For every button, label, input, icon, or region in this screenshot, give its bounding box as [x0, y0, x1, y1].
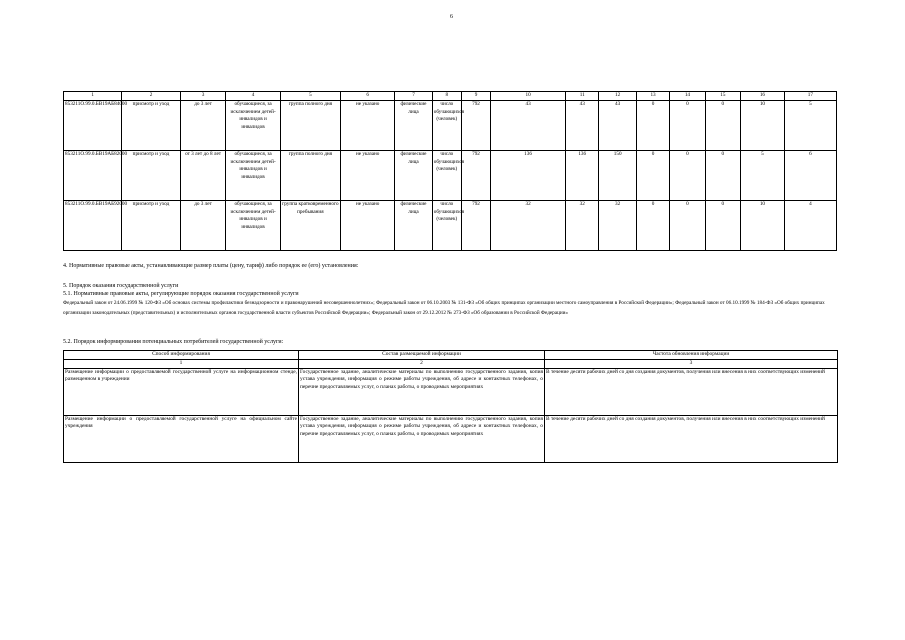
cell: присмотр и уход: [122, 100, 180, 150]
col-header: 5: [280, 92, 340, 101]
table-row: [64, 415, 838, 462]
cell: 6: [784, 150, 836, 200]
cell: 10: [741, 200, 785, 250]
col-header: 3: [180, 92, 226, 101]
cell: обучающиеся, за исключением детей-инвалидов и инвалидов: [226, 100, 280, 150]
cell: 792: [461, 100, 490, 150]
col-header: 17: [784, 92, 836, 101]
cell: 150: [599, 150, 637, 200]
col-header: 16: [741, 92, 785, 101]
cell-content: Государственное задание, аналитические материалы по выполнению государственного задания, копия устава учреждения, информация о режиме работы учреждения, об адресе и контактных телефонах, о перечне предоставляемых услуг, о планах работы, о проводимых мероприятиях: [299, 415, 545, 462]
section-4-heading: 4. Нормативные правовые акты, устанавливающие размер платы (цену, тариф) либо порядок ее (его) установления:: [63, 263, 359, 269]
cell-registry-code: 853211О.99.0.БВ19АБ84000: [64, 100, 122, 150]
col-header: Состав размещаемой информации: [299, 351, 545, 360]
col-header: 13: [636, 92, 669, 101]
cell: 43: [491, 100, 566, 150]
col-header: 9: [461, 92, 490, 101]
cell-frequency: В течение десяти рабочих дней со дня создания документов, получения или внесения в них соответствующих изменений: [545, 368, 838, 415]
cell: 0: [705, 200, 740, 250]
col-header: 10: [491, 92, 566, 101]
cell: не указано: [341, 100, 395, 150]
cell: 0: [670, 150, 705, 200]
cell-registry-code: 853211О.99.0.БВ19АБ92000: [64, 200, 122, 250]
cell: 0: [705, 100, 740, 150]
cell: группа полного дня: [280, 100, 340, 150]
cell: число обучающихся (человек): [432, 150, 461, 200]
cell: присмотр и уход: [122, 200, 180, 250]
cell: до 3 лет: [180, 100, 226, 150]
cell: 10: [741, 100, 785, 150]
cell: 43: [599, 100, 637, 150]
cell: 136: [491, 150, 566, 200]
informing-header-row: [64, 351, 838, 360]
cell: 4: [784, 200, 836, 250]
cell: 0: [636, 200, 669, 250]
col-number: 2: [299, 359, 545, 368]
col-header: 2: [122, 92, 180, 101]
section-5-2-heading: 5.2. Порядок информирования потенциальных потребителей государственной услуги:: [63, 339, 284, 345]
cell: от 3 лет до 8 лет: [180, 150, 226, 200]
cell: присмотр и уход: [122, 150, 180, 200]
cell: 5: [741, 150, 785, 200]
indicators-header-row: [64, 92, 837, 101]
cell: не указано: [341, 200, 395, 250]
cell: 43: [566, 100, 599, 150]
cell: до 3 лет: [180, 200, 226, 250]
cell-frequency: В течение десяти рабочих дней со дня создания документов, получения или внесения в них соответствующих изменений: [545, 415, 838, 462]
cell: 0: [670, 200, 705, 250]
cell: 32: [599, 200, 637, 250]
cell-method: Размещение информации о предоставляемой государственной услуге на официальном сайте учреждения: [64, 415, 299, 462]
cell: 0: [705, 150, 740, 200]
cell: число обучающихся (человек): [432, 200, 461, 250]
col-header: Частота обновления информации: [545, 351, 838, 360]
section-5-1-heading: 5.1. Нормативные правовые акты, регулирующие порядок оказания государственной услуги: [63, 291, 299, 297]
cell: 32: [491, 200, 566, 250]
informing-number-row: [64, 359, 838, 368]
cell: обучающиеся, за исключением детей-инвалидов и инвалидов: [226, 150, 280, 200]
table-row: [64, 368, 838, 415]
cell-method: Размещение информации о предоставляемой государственной услуге на информационном стенде, размещенном в учреждении: [64, 368, 299, 415]
col-header: Способ информирования: [64, 351, 299, 360]
col-header: 4: [226, 92, 280, 101]
indicators-table: [63, 91, 837, 251]
cell: число обучающихся (человек): [432, 100, 461, 150]
cell: 792: [461, 200, 490, 250]
col-number: 3: [545, 359, 838, 368]
page-number: 6: [450, 14, 453, 20]
cell: 5: [784, 100, 836, 150]
cell-registry-code: 853211О.99.0.БВ19АБ82000: [64, 150, 122, 200]
table-row: [64, 150, 837, 200]
col-header: 7: [395, 92, 433, 101]
cell: группа полного дня: [280, 150, 340, 200]
col-header: 8: [432, 92, 461, 101]
cell: физические лица: [395, 150, 433, 200]
table-row: [64, 200, 837, 250]
cell: 136: [566, 150, 599, 200]
cell: группа кратковременного пребывания: [280, 200, 340, 250]
cell: 0: [636, 100, 669, 150]
informing-table: [63, 350, 838, 463]
cell: физические лица: [395, 100, 433, 150]
col-number: 1: [64, 359, 299, 368]
col-header: 6: [341, 92, 395, 101]
col-header: 14: [670, 92, 705, 101]
cell: 32: [566, 200, 599, 250]
legal-acts-paragraph: Федеральный закон от 24.06.1999 № 120-ФЗ «Об основах системы профилактики безнадзорности и правонарушений несовершеннолетних»; Федеральный закон от 06.10.2003 № 131-ФЗ «Об общих принципах организации местного самоуправления в Российской Федерации»; Федеральный закон от 06.10.1999 № 184-ФЗ «Об общих принципах организации законодательных (представительных) и исполнительных органов государственной власти субъектов Российской Федерации»; Федеральный закон от 29.12.2012 № 273-ФЗ «Об образовании в Российской Федерации»: [63, 300, 825, 316]
cell: обучающиеся, за исключением детей-инвалидов и инвалидов: [226, 200, 280, 250]
cell: 0: [670, 100, 705, 150]
col-header: 15: [705, 92, 740, 101]
section-5-heading: 5. Порядок оказания государственной услуги: [63, 283, 179, 289]
cell: 0: [636, 150, 669, 200]
col-header: 12: [599, 92, 637, 101]
cell: не указано: [341, 150, 395, 200]
col-header: 11: [566, 92, 599, 101]
cell: физические лица: [395, 200, 433, 250]
cell: 792: [461, 150, 490, 200]
col-header: 1: [64, 92, 122, 101]
table-row: [64, 100, 837, 150]
cell-content: Государственное задание, аналитические материалы по выполнению государственного задания, копия устава учреждения, информация о режиме работы учреждения, об адресе и контактных телефонах, о перечне предоставляемых услуг, о планах работы, о проводимых мероприятиях: [299, 368, 545, 415]
